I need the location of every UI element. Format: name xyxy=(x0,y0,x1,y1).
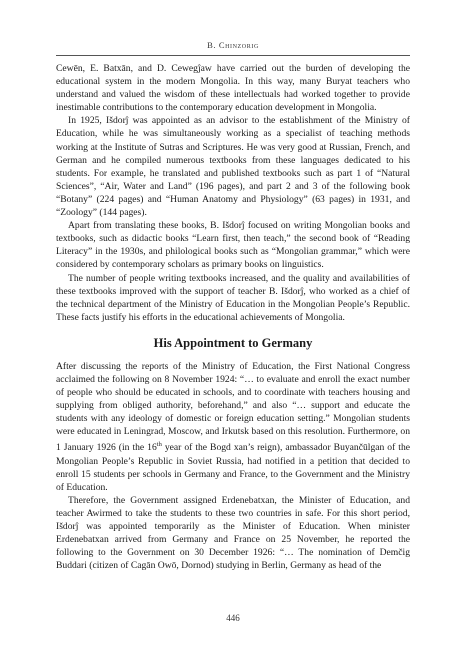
page-number: 446 xyxy=(226,613,240,623)
paragraph-national-congress xyxy=(56,360,410,494)
running-head: B. Chinzorig xyxy=(207,40,259,50)
congress-text-part2: year of the Bogd xan’s reign), ambassador Buyančūlgan of the Mongolian People’s Republic in Soviet Russia, had notified in a petition that decided to enroll 15 students per schools in Germany and France, to the Government and the Ministry of Education. xyxy=(56,442,410,493)
paragraph-textbook-quality: The number of people writing textbooks increased, and the quality and availabilities of these textbooks improved with the support of teacher B. Išdorĵ, who worked as a chief of the technical department of the Ministry of Education in the Mongolian People’s Republic. These facts justify his efforts in the educational achievements of Mongolia. xyxy=(56,272,410,323)
paragraph-mongolian-books: Apart from translating these books, B. Išdorĵ focused on writing Mongolian books and textbooks, such as didactic books “Learn first, then teach,” the second book of “Reading Literacy” in the 1930s, and philological books such as “Mongolian grammar,” which were considered by contemporary scholars as primary books on linguistics. xyxy=(56,220,410,271)
section-heading: His Appointment to Germany xyxy=(153,335,313,350)
congress-text-part1: After discussing the reports of the Ministry of Education, the First National Congress acclaimed the following on 8 November 1924: “… to evaluate and enroll the exact number of people who should be educated in schools, and to coordinate with teachers housing and supplying from obliged authority, beforehand,” and also “… support and educate the students with any ideology of domestic or foreign education setting.” Mongolian students were educated in Leningrad, Moscow, and Irkutsk based on this resolution. Furthermore, on 1 January 1926 (in the 16 xyxy=(56,360,410,454)
header-rule xyxy=(56,55,410,56)
paragraph-continuation: Cewēn, E. Batxān, and D. Cewegĵaw have carried out the burden of developing the educational system in the modern Mongolia. In this way, many Buryat teachers who understand and valued the wisdom of these intellectuals had worked together to provide inestimable contributions to the contemporary education development in Mongolia. xyxy=(56,63,410,114)
body-text xyxy=(56,62,410,573)
paragraph-isdorj-appointment: In 1925, Išdorĵ was appointed as an advisor to the establishment of the Ministry of Education, while he was simultaneously working as a specialist of teaching methods working at the Institute of Sutras and Scriptures. He was very good at Russian, French, and German and he compiled numerous textbooks from these languages dedicated to his students. For example, he translated and published textbooks such as part 1 of “Natural Sciences”, “Air, Water and Land” (196 pages), and part 2 and 3 of the following book “Botany” (224 pages) and “Human Anatomy and Physiology” (63 pages) in 1931, and “Zoology” (144 pages). xyxy=(56,115,410,219)
paragraph-government-assignment: Therefore, the Government assigned Erdenebatxan, the Minister of Education, and teacher Awirmed to take the students to these two countries in safe. For this short period, Išdorĵ was appointed temporarily as the Minister of Education. When minister Erdenebatxan arrived from Germany and France on 25 November, he reported the following to the Government on 30 December 1926: “… The nomination of Demčig Buddari (citizen of Cagān Owō, Dornod) studying in Berlin, Germany as head of the xyxy=(56,495,410,572)
ordinal-superscript: th xyxy=(156,441,162,449)
